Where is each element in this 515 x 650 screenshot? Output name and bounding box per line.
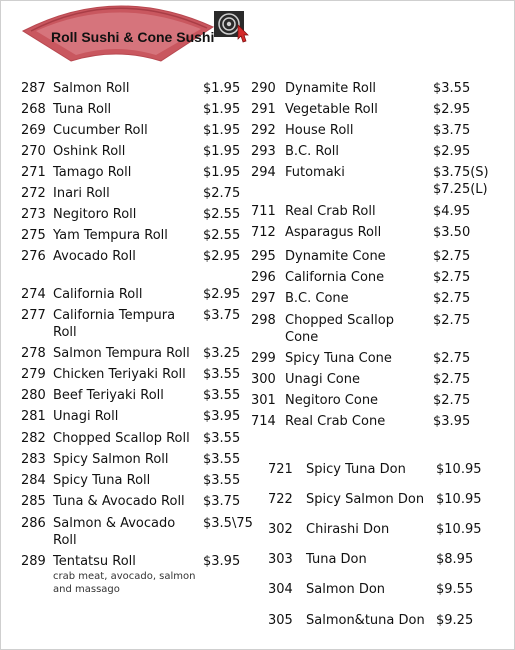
item-number: 277 [21, 308, 46, 323]
item-price: $3.75 [433, 123, 471, 138]
menu-item [251, 290, 491, 310]
item-name: Real Crab Roll [285, 204, 376, 219]
menu-item [251, 101, 491, 121]
item-number: 302 [268, 522, 293, 537]
menu-item [251, 80, 491, 100]
item-name: Avocado Roll [53, 249, 136, 264]
menu-item [21, 122, 261, 142]
item-name: California Cone [285, 270, 385, 285]
menu-item [21, 387, 261, 407]
menu-item [251, 164, 491, 197]
item-name: Asparagus Roll [285, 225, 382, 240]
menu-item [21, 206, 261, 226]
item-price: $3.25 [203, 346, 241, 361]
item-price: $2.95 [433, 144, 471, 159]
menu-item [21, 472, 261, 492]
item-price: $3.55 [203, 473, 241, 488]
item-name: Salmon & Avocado [53, 516, 176, 531]
item-name: Futomaki [285, 165, 345, 180]
item-price: $1.95 [203, 123, 241, 138]
item-number: 296 [251, 270, 276, 285]
item-price: $3.55 [203, 431, 241, 446]
item-number: 294 [251, 165, 276, 180]
item-number: 298 [251, 313, 276, 328]
item-number: 297 [251, 291, 276, 306]
item-price: $4.95 [433, 204, 471, 219]
menu-item [21, 286, 261, 306]
item-name: Inari Roll [53, 186, 110, 201]
item-name: Salmon&tuna Don [306, 613, 425, 628]
menu-item [251, 224, 491, 244]
item-number: 721 [268, 462, 293, 477]
menu-item [251, 312, 491, 345]
item-price: $2.55 [203, 228, 241, 243]
item-number: 305 [268, 613, 293, 628]
item-name: Spicy Salmon Don [306, 492, 425, 507]
menu-header [1, 1, 515, 81]
item-number: 273 [21, 207, 46, 222]
menu-item [268, 551, 508, 571]
menu-item [251, 371, 491, 391]
item-description-continued: and massago [53, 584, 120, 595]
item-number: 274 [21, 287, 46, 302]
target-cursor-logo-icon [214, 11, 252, 43]
menu-item [268, 461, 508, 481]
page-title: Roll Sushi & Cone Sushi [51, 29, 215, 45]
item-name: Spicy Tuna Don [306, 462, 406, 477]
item-price: $3.50 [433, 225, 471, 240]
item-number: 714 [251, 414, 276, 429]
item-price: $1.95 [203, 81, 241, 96]
menu-item [251, 248, 491, 268]
item-price: $2.75 [433, 249, 471, 264]
item-price: $3.75 [203, 308, 241, 323]
item-number: 712 [251, 225, 276, 240]
item-name: Unagi Cone [285, 372, 360, 387]
item-name: Tamago Roll [53, 165, 132, 180]
item-name: Spicy Salmon Roll [53, 452, 169, 467]
item-number: 270 [21, 144, 46, 159]
menu-item [21, 143, 261, 163]
item-number: 275 [21, 228, 46, 243]
item-name: Dynamite Roll [285, 81, 377, 96]
menu-item [21, 515, 261, 548]
item-price: $2.95 [433, 102, 471, 117]
item-name: B.C. Roll [285, 144, 340, 159]
item-price: $2.75 [203, 186, 241, 201]
item-number: 272 [21, 186, 46, 201]
menu-item [21, 345, 261, 365]
item-number: 287 [21, 81, 46, 96]
menu-item [251, 143, 491, 163]
menu-item [21, 366, 261, 386]
item-description: crab meat, avocado, salmon [53, 571, 196, 582]
item-number: 286 [21, 516, 46, 531]
item-name: B.C. Cone [285, 291, 349, 306]
item-price: $2.55 [203, 207, 241, 222]
item-name: Chicken Teriyaki Roll [53, 367, 186, 382]
item-number: 290 [251, 81, 276, 96]
item-price: $10.95 [436, 492, 482, 507]
item-name: Cucumber Roll [53, 123, 148, 138]
menu-item [21, 164, 261, 184]
item-number: 278 [21, 346, 46, 361]
item-price: $3.95 [203, 554, 241, 569]
item-price: $9.25 [436, 613, 474, 628]
item-number: 284 [21, 473, 46, 488]
item-number: 293 [251, 144, 276, 159]
menu-item [21, 307, 261, 340]
item-price: $1.95 [203, 102, 241, 117]
item-price: $2.75 [433, 291, 471, 306]
item-number: 291 [251, 102, 276, 117]
item-name: Chirashi Don [306, 522, 390, 537]
menu-item [268, 491, 508, 511]
menu-item [21, 185, 261, 205]
item-name: Yam Tempura Roll [53, 228, 168, 243]
item-price: $3.55 [203, 367, 241, 382]
menu-item [251, 269, 491, 289]
item-number: 300 [251, 372, 276, 387]
item-name: Tuna Roll [53, 102, 112, 117]
item-name: Spicy Tuna Cone [285, 351, 392, 366]
menu-item [251, 203, 491, 223]
item-number: 280 [21, 388, 46, 403]
item-name-continued: Roll [53, 533, 77, 548]
item-name: House Roll [285, 123, 354, 138]
item-price: $2.75 [433, 270, 471, 285]
item-name: Negitoro Roll [53, 207, 137, 222]
item-price: $3.75(S) [433, 165, 489, 180]
menu-item [21, 408, 261, 428]
menu-item [251, 392, 491, 412]
item-name: California Tempura [53, 308, 176, 323]
menu-item [21, 553, 261, 595]
item-price: $8.95 [436, 552, 474, 567]
item-number: 271 [21, 165, 46, 180]
item-name: Tuna Don [306, 552, 367, 567]
item-price: $3.95 [433, 414, 471, 429]
item-number: 289 [21, 554, 46, 569]
item-price: $2.95 [203, 287, 241, 302]
item-name: Tuna & Avocado Roll [53, 494, 185, 509]
item-name-continued: Roll [53, 325, 77, 340]
item-name: Chopped Scallop Roll [53, 431, 190, 446]
item-name: Chopped Scallop [285, 313, 394, 328]
item-price: $3.55 [433, 81, 471, 96]
item-name: Spicy Tuna Roll [53, 473, 151, 488]
item-name: Salmon Don [306, 582, 386, 597]
item-name: Unagi Roll [53, 409, 119, 424]
item-number: 303 [268, 552, 293, 567]
menu-item [21, 101, 261, 121]
item-name: California Roll [53, 287, 143, 302]
item-price: $10.95 [436, 462, 482, 477]
item-name: Dynamite Cone [285, 249, 386, 264]
item-number: 283 [21, 452, 46, 467]
item-number: 282 [21, 431, 46, 446]
item-price: $3.55 [203, 452, 241, 467]
item-price: $2.75 [433, 372, 471, 387]
menu-item [251, 122, 491, 142]
item-price: $2.95 [203, 249, 241, 264]
menu-item [268, 612, 508, 632]
item-number: 269 [21, 123, 46, 138]
item-number: 301 [251, 393, 276, 408]
item-price: $1.95 [203, 165, 241, 180]
item-number: 722 [268, 492, 293, 507]
item-price: $2.75 [433, 351, 471, 366]
menu-item [21, 248, 261, 268]
menu-item [268, 521, 508, 541]
item-price: $3.95 [203, 409, 241, 424]
item-price: $3.55 [203, 388, 241, 403]
item-price: $2.75 [433, 393, 471, 408]
item-number: 285 [21, 494, 46, 509]
menu-item [251, 413, 491, 433]
item-number: 711 [251, 204, 276, 219]
item-number: 292 [251, 123, 276, 138]
menu-item [21, 227, 261, 247]
item-price-large: $7.25(L) [433, 182, 488, 197]
item-number: 281 [21, 409, 46, 424]
item-name-continued: Cone [285, 330, 319, 345]
menu-item [21, 451, 261, 471]
menu-item [251, 350, 491, 370]
item-price: $9.55 [436, 582, 474, 597]
item-number: 279 [21, 367, 46, 382]
item-name: Salmon Tempura Roll [53, 346, 190, 361]
item-name: Vegetable Roll [285, 102, 378, 117]
menu-item [21, 493, 261, 513]
item-name: Salmon Roll [53, 81, 130, 96]
item-number: 268 [21, 102, 46, 117]
item-price: $2.75 [433, 313, 471, 328]
item-name: Tentatsu Roll [53, 554, 136, 569]
menu-item [268, 581, 508, 601]
item-name: Negitoro Cone [285, 393, 379, 408]
item-price: $10.95 [436, 522, 482, 537]
item-number: 304 [268, 582, 293, 597]
menu-item [21, 80, 261, 100]
item-number: 276 [21, 249, 46, 264]
item-number: 299 [251, 351, 276, 366]
item-name: Oshink Roll [53, 144, 126, 159]
item-price: $3.5\75 [203, 516, 253, 531]
item-name: Real Crab Cone [285, 414, 386, 429]
item-price: $1.95 [203, 144, 241, 159]
item-number: 295 [251, 249, 276, 264]
item-name: Beef Teriyaki Roll [53, 388, 164, 403]
item-price: $3.75 [203, 494, 241, 509]
menu-item [21, 430, 261, 450]
